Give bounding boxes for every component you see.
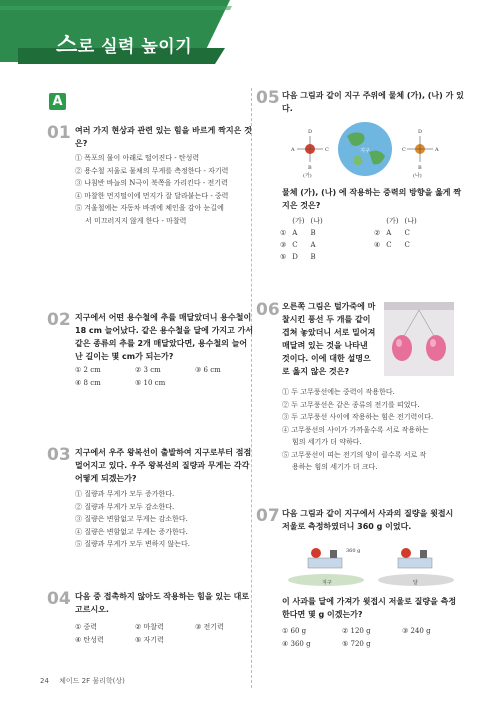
option-text: 나침반 바늘의 N극이 북쪽을 가리킨다 - 전기력 [84,179,228,187]
option-text: 용하는 힘의 세기가 더 크다. [292,463,378,471]
option-marker: ① [75,154,85,162]
column-divider [251,88,252,688]
q03-option-line[interactable] [75,488,190,501]
moon-caption: 달 [413,580,418,586]
q06-option-line[interactable] [282,449,433,462]
q04-option-5[interactable]: ⑤ 자기력 [135,635,164,644]
q03-option-line[interactable] [75,501,190,514]
option-marker: ① [75,490,85,498]
q06-option-line [282,436,433,449]
option-marker: ③ [75,515,85,523]
svg-text:(나): (나) [413,173,422,179]
question-01-text: 여러 가지 현상과 관련 있는 힘을 바르게 짝지은 것 은? [75,126,252,148]
q01-option-line[interactable] [75,152,228,165]
q05-option-1[interactable]: ① A B [280,229,316,237]
option-marker: ⑤ [282,450,292,459]
q02-option-3[interactable]: ③ 6 cm [195,366,221,374]
q07-option-4[interactable]: ④ 360 g [282,639,311,648]
q02-option-2[interactable]: ② 3 cm [135,366,161,374]
svg-text:A: A [291,147,295,153]
question-02-text: 지구에서 어떤 용수철에 추를 매달았더니 용수철이 18 cm 늘어났다. 같은 용수철을 달에 가지고 가서 같은 종류의 추를 2개 매달았다면, 용수철의 늘어 난 길이는 몇 cm가 되는가? [75,313,254,361]
question-05-text: 다음 그림과 같이 지구 주위에 물체 (가), (나) 가 있 다. [282,91,464,113]
question-number-05: 05 [256,88,280,108]
page-number: 24 [40,677,49,685]
svg-text:360 g: 360 g [346,548,361,554]
earth-caption: 지구 [322,580,332,586]
svg-text:B: B [308,165,312,171]
q04-option-3[interactable]: ③ 전기력 [195,623,224,631]
book-title: 체이드 2F 물리학(상) [59,677,125,685]
question-07-prompt: 이 사과를 달에 가져가 윗접시 저울로 질량을 측정 한다면 몇 g 이겠는가? [282,597,457,619]
option-marker: ⑤ [75,540,85,548]
question-number-07: 07 [256,506,280,526]
option-marker: ③ [75,179,85,187]
option-text: 고무풍선이 띠는 전기의 양이 클수록 서로 작 [291,450,427,459]
option-text: 두 고무풍선은 같은 종류의 전기를 띠었다. [291,400,420,409]
question-04-text: 다음 중 접촉하지 않아도 작용하는 힘을 있는 대로 고르시오. [75,592,250,614]
question-01-options [75,152,228,227]
q03-option-line[interactable] [75,513,190,526]
q02-option-1[interactable]: ① 2 cm [75,366,101,374]
svg-text:C: C [325,147,329,153]
question-06-text: 오른쪽 그림은 털가죽에 마 찰시킨 풍선 두 개를 같이 겹쳐 놓았더니 서로 밀어져 매달려 있는 것을 나타낸 것이다. 이에 대한 설명으 로 옳지 않은 것은? [282,302,376,376]
option-marker: ④ [75,191,85,200]
option-marker: ③ [282,413,292,421]
q06-option-line[interactable] [282,399,433,412]
q04-option-1[interactable]: ① 중력 [75,623,98,631]
svg-text:(가): (가) [303,173,312,179]
q06-option-line[interactable] [282,411,433,424]
q03-option-line[interactable] [75,526,190,539]
question-number-03: 03 [47,445,71,465]
q05-option-4[interactable]: ④ C C [374,241,410,249]
option-marker: ② [282,400,292,409]
q05-option-2[interactable]: ② A C [374,229,410,237]
option-marker: ④ [282,425,292,434]
option-text: 질량과 무게가 모두 변하지 않는다. [84,540,191,548]
option-text: 질량은 변함없고 무게는 감소한다. [84,515,188,523]
q05-options-table-left: (가) (나) ① A B ③ C A ⑤ D B [280,215,329,263]
q07-option-5[interactable]: ⑤ 720 g [342,639,371,648]
question-number-02: 02 [47,310,71,330]
svg-text:A: A [435,147,439,153]
page-footer [40,676,125,686]
question-number-01: 01 [47,123,71,143]
svg-text:D: D [418,129,423,135]
question-07-options [282,625,452,650]
option-text: 마찰한 먼지떨이에 먼지가 잘 달라붙는다 - 중력 [84,191,229,200]
option-text: 질량과 무게가 모두 감소한다. [84,502,175,511]
earth-label: 지구 [360,148,370,154]
q01-option-line [75,215,228,228]
q07-option-2[interactable]: ② 120 g [342,627,371,635]
question-06-options [282,386,433,474]
option-text: 질량과 무게가 모두 증가한다. [84,490,175,498]
question-05-prompt: 물체 (가), (나) 에 작용하는 중력의 방향을 옳게 짝 지은 것은? [282,188,462,210]
q02-option-4[interactable]: ④ 8 cm [75,378,101,387]
option-text: 두 고무풍선에는 중력이 작용한다. [291,388,395,396]
q03-option-line[interactable] [75,538,190,551]
balance-figure [286,534,456,586]
q05-option-3[interactable]: ③ C A [280,241,316,249]
earth-figure [285,118,445,180]
question-number-04: 04 [47,589,71,609]
option-text: 두 고무풍선 사이에 작용하는 힘은 전기력이다. [291,413,434,421]
question-02-options [75,364,245,389]
question-03-text: 지구에서 우주 왕복선이 출발하여 지구로부터 점점 멀어지고 있다. 우주 왕복선의 질량과 무게는 각각 어떻게 되겠는가? [75,448,252,483]
question-number-06: 06 [256,300,280,320]
balloons-photo [384,302,454,376]
svg-text:D: D [308,129,313,135]
svg-text:C: C [402,147,406,153]
option-marker: ① [282,388,292,396]
q05-option-5[interactable]: ⑤ D B [280,253,316,261]
question-04-options [75,621,245,646]
option-marker: ② [75,502,85,511]
page-title: 스로 실력 높이기 [56,33,193,58]
q01-option-line[interactable] [75,177,228,190]
option-marker: ② [75,166,85,175]
q06-option-line[interactable] [282,386,433,399]
option-marker: ④ [75,527,85,536]
option-marker: ⑤ [75,204,85,212]
svg-text:B: B [418,165,422,171]
q04-option-2[interactable]: ② 마찰력 [135,623,164,631]
question-07-text: 다음 그림과 같이 지구에서 사과의 질량을 윗접시 저울로 측정하였더니 360 g 이었다. [282,509,454,531]
section-a-badge: A [49,93,66,110]
option-text: 폭포의 물이 아래로 떨어진다 - 탄성력 [84,154,200,162]
q06-option-line[interactable] [282,424,433,437]
option-text: 질량은 변함없고 무게는 증가한다. [84,527,188,536]
q02-option-5[interactable]: ⑤ 10 cm [135,378,166,387]
option-text: 힘의 세기가 더 약하다. [292,438,362,446]
q06-option-line [282,461,433,474]
q04-option-4[interactable]: ④ 탄성력 [75,635,104,644]
q07-option-3[interactable]: ③ 240 g [402,627,431,635]
q01-option-line[interactable] [75,190,228,203]
q01-option-line[interactable] [75,202,228,215]
q05-options-table-right: (가) (나) ② A C ④ C C [374,215,423,251]
q01-option-line[interactable] [75,165,228,178]
option-text: 서 미끄러지지 않게 한다 - 마찰력 [85,216,187,225]
option-text: 용수철 저울로 물체의 무게를 측정한다 - 자기력 [84,166,229,175]
question-03-options [75,488,190,551]
q07-option-1[interactable]: ① 60 g [282,627,307,635]
option-text: 고무풍선의 사이가 가까울수록 서로 작용하는 [291,425,429,434]
option-text: 겨울철에는 자동차 바퀴에 체인을 감아 눈길에 [84,204,224,212]
